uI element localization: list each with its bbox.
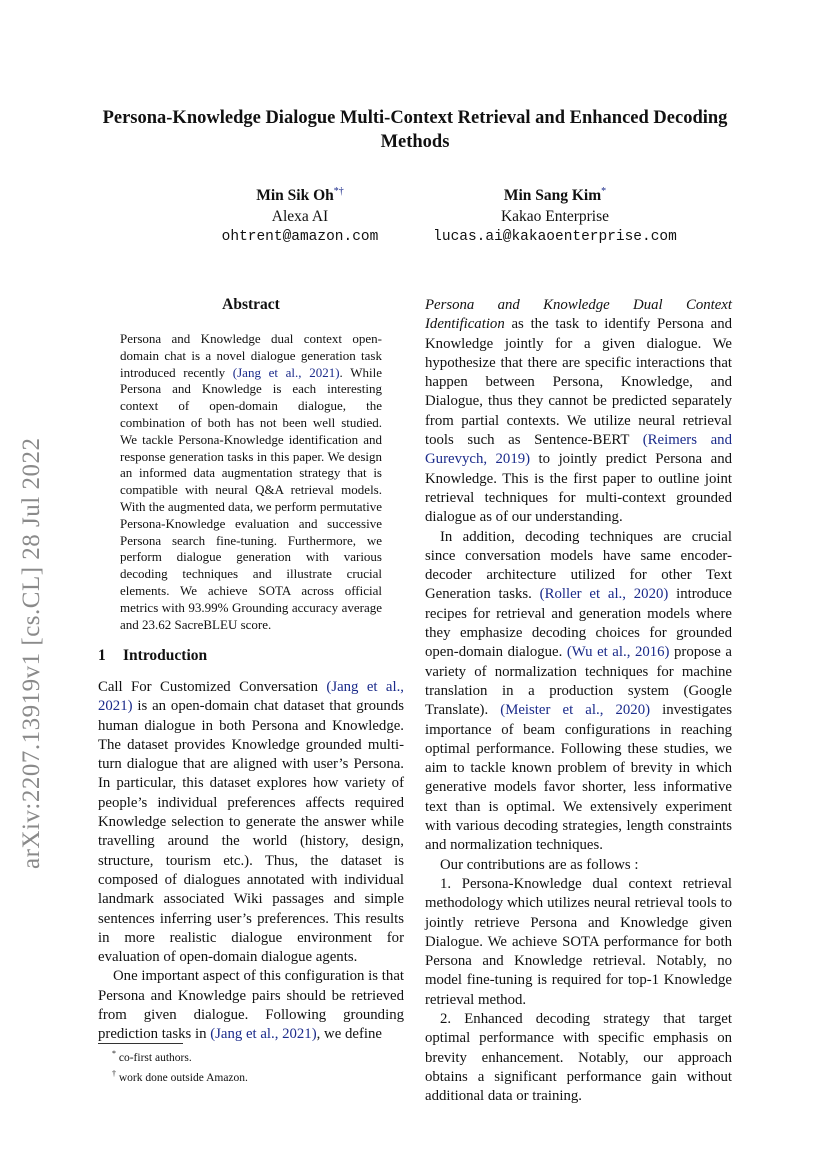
paragraph: Our contributions are as follows : (440, 856, 639, 873)
footnote-divider (98, 1043, 183, 1044)
citation-link[interactable]: (Meister et al., 2020) (500, 702, 651, 719)
section-number: 1 (98, 647, 106, 664)
contribution-item: 1. Persona-Knowledge dual context retrieval methodology which utilizes neural retrieval tools to jointly retrieve Persona and Knowledge given Dialogue. We achieve SOTA performance for both Persona and Knowledge retrieval. Notably, no model fine-tuning is required for top-1 Knowledge retrieval method. (425, 875, 732, 1008)
paragraph: In addition, decoding techniques are crucial since conversation models have same encoder-decoder architecture utilized for other Text Generation tasks. (Roller et al., 2020) introduce recipes for retrieval and generation models where they emphasize decoding choices for grounded open-domain dialogue. (Wu et al., 2016) propose a variety of normalization techniques for machine translation in a production system (Google Translate). (Meister et al., 2020) investigates importance of beam configurations in reaching optimal performance. Following these studies, we aim to tackle known problem of brevity in which generative models favor shorter, less informative text than is optimal. We extensively experiment with various decoding strategies, length constraints and normalization techniques. (425, 528, 733, 854)
introduction-text (98, 678, 404, 1045)
citation-link[interactable]: (Jang et al., 2021) (98, 679, 404, 715)
author-2 (412, 181, 698, 248)
author-name: Min Sang Kim (503, 187, 602, 205)
author-1 (170, 181, 430, 248)
author-affiliation: Kakao Enterprise (500, 208, 610, 226)
abstract-body (120, 331, 382, 633)
author-marks: * (601, 186, 607, 197)
author-affiliation: Alexa AI (271, 208, 329, 226)
right-column-text (425, 296, 732, 1106)
author-email[interactable]: ohtrent@amazon.com (221, 229, 379, 246)
arxiv-id: arXiv:2207.13919v1 [cs.CL] 28 Jul 2022 (18, 437, 45, 869)
paragraph: One important aspect of this configuration is that Persona and Knowledge pairs should be retrieved from given dialogue. Following grounding prediction tasks in (Jang et al., 2021), we define (98, 968, 404, 1043)
footnote: † work done outside Amazon. (112, 1069, 248, 1085)
paragraph: Call For Customized Conversation (Jang et al., 2021) is an open-domain chat dataset that grounds human dialogue in both Persona and Knowledge. The dataset provides Knowledge grounded multi-turn dialogue that are aligned with user’s Persona. In particular, this dataset explores how variety of people’s individual preferences affects required Knowledge selection to generate the answer while travelling around the world (history, design, structure, tourism etc.). Thus, the dataset is composed of dialogues annotated with individual landmark associated Wiki passages and simple sentences inferring user’s preferences. This results in more realistic dialogue environment for evaluation of open-domain dialogue agents. (98, 679, 404, 966)
section-title: Introduction (123, 647, 208, 664)
footnotes (112, 1046, 248, 1087)
section-heading (98, 647, 207, 665)
citation-link[interactable]: (Jang et al., 2021) (232, 364, 340, 380)
author-marks: *† (333, 186, 344, 197)
citation-link[interactable]: (Wu et al., 2016) (566, 644, 670, 661)
abstract-text: . While Persona and Knowledge is each interesting context of open-domain dialogue, the combination of both has not been well studied. We tackle Persona-Knowledge identification and response generation tasks in this paper. We design an informed data augmentation strategy that is compatible with neural Q&A retrieval models. With the augmented data, we perform permutative Persona-Knowledge evaluation and successive Persona search fine-tuning. Furthermore, we perform dialogue generation with various decoding techniques and illustrate crucial elements. We achieve SOTA across official metrics with 93.99% Grounding accuracy average and 23.62 SacreBLEU score. (120, 364, 382, 632)
citation-link[interactable]: (Reimers and Gurevych, 2019) (425, 432, 732, 468)
arxiv-watermark (10, 0, 70, 1171)
citation-link[interactable]: (Jang et al., 2021) (210, 1026, 317, 1043)
paragraph: Persona and Knowledge Dual Context Identification as the task to identify Persona and Knowledge jointly for a given dialogue. We hypothesize that there are specific interactions that happen between Persona, Knowledge, and Dialogue, thus they cannot be predicted separately from partial contexts. We utilize neural retrieval tools such as Sentence-BERT (Reimers and Gurevych, 2019) to jointly predict Persona and Knowledge. This is the first paper to outline joint retrieval techniques for multi-context grounded dialogue as of our understanding. (425, 297, 732, 526)
footnote: * co-first authors. (112, 1049, 192, 1064)
abstract-text: Persona and Knowledge dual context open-domain chat is a novel dialogue generation task introduced recently (120, 331, 382, 380)
citation-link[interactable]: (Roller et al., 2020) (539, 586, 669, 603)
paper-title: Persona-Knowledge Dialogue Multi-Context Retrieval and Enhanced Decoding Methods (102, 108, 728, 152)
author-name: Min Sik Oh (256, 187, 334, 205)
author-email[interactable]: lucas.ai@kakaoenterprise.com (433, 229, 677, 246)
abstract-heading: Abstract (222, 296, 280, 313)
contribution-item: 2. Enhanced decoding strategy that target optimal performance with specific emphasis on brevity enhancement. Notably, our approach obtains a significant performance gain without additional data or training. (425, 1010, 732, 1105)
